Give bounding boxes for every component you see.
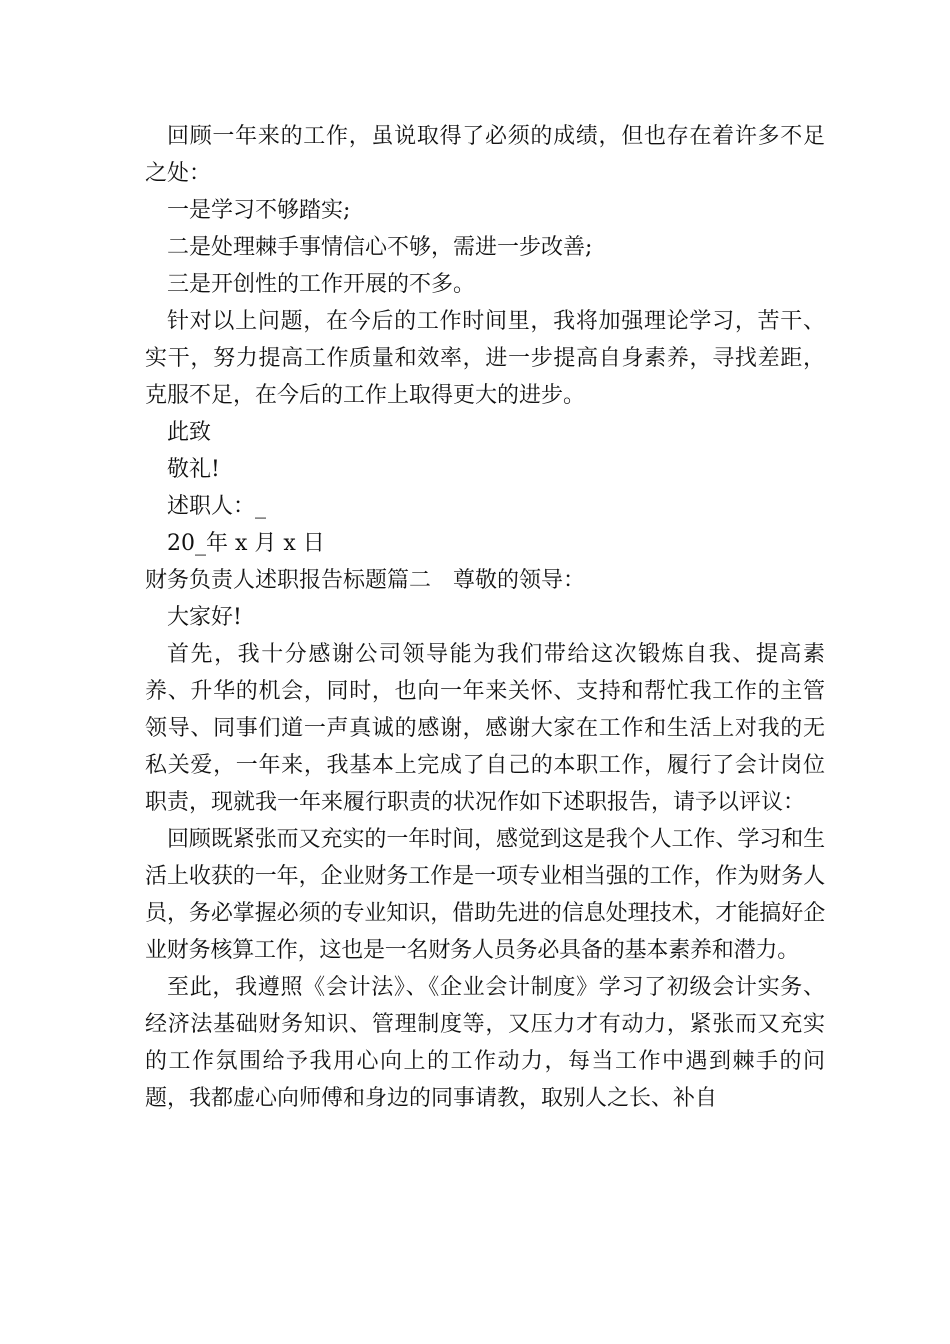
document-page (145, 118, 825, 1117)
greeting: 大家好! (167, 605, 242, 630)
closing-regards: 敬礼! (167, 457, 220, 482)
paragraph-improvement-plan: 针对以上问题，在今后的工作时间里，我将加强理论学习，苦干、实干，努力提高工作质量和效率，进一步提高自身素养，寻找差距，克服不足，在今后的工作上取得更大的进步。 (145, 309, 825, 408)
paragraph-point-two: 二是处理棘手事情信心不够，需进一步改善; (167, 235, 593, 260)
date-line: 20_年 x 月 x 日 (167, 531, 325, 556)
paragraph-shortcomings: 回顾一年来的工作，虽说取得了必须的成绩，但也存在着许多不足之处： (145, 124, 825, 186)
paragraph-point-one: 一是学习不够踏实; (167, 198, 351, 223)
paragraph-point-three: 三是开创性的工作开展的不多。 (167, 272, 476, 297)
section-title: 财务负责人述职报告标题篇二 尊敬的领导： (145, 568, 586, 593)
paragraph-review: 回顾既紧张而又充实的一年时间，感觉到这是我个人工作、学习和生活上收获的一年，企业财务工作是一项专业相当强的工作，作为财务人员，务必掌握必须的专业知识，借助先进的信息处理技术，才能搞好企业财务核算工作，这也是一名财务人员务必具备的基本素养和潜力。 (145, 827, 825, 963)
closing-salutation: 此致 (167, 420, 212, 445)
paragraph-study: 至此，我遵照《会计法》、《企业会计制度》学习了初级会计实务、经济法基础财务知识、管理制度等，又压力才有动力，紧张而又充实的工作氛围给予我用心向上的工作动力，每当工作中遇到棘手的问题，我都虚心向师傅和身边的同事请教，取别人之长、补自 (145, 975, 825, 1111)
signature-line: 述职人：_ (167, 494, 267, 519)
paragraph-thanks: 首先，我十分感谢公司领导能为我们带给这次锻炼自我、提高素养、升华的机会，同时，也向一年来关怀、支持和帮忙我工作的主管领导、同事们道一声真诚的感谢，感谢大家在工作和生活上对我的无私关爱，一年来，我基本上完成了自己的本职工作，履行了会计岗位职责，现就我一年来履行职责的状况作如下述职报告，请予以评议： (145, 642, 825, 815)
